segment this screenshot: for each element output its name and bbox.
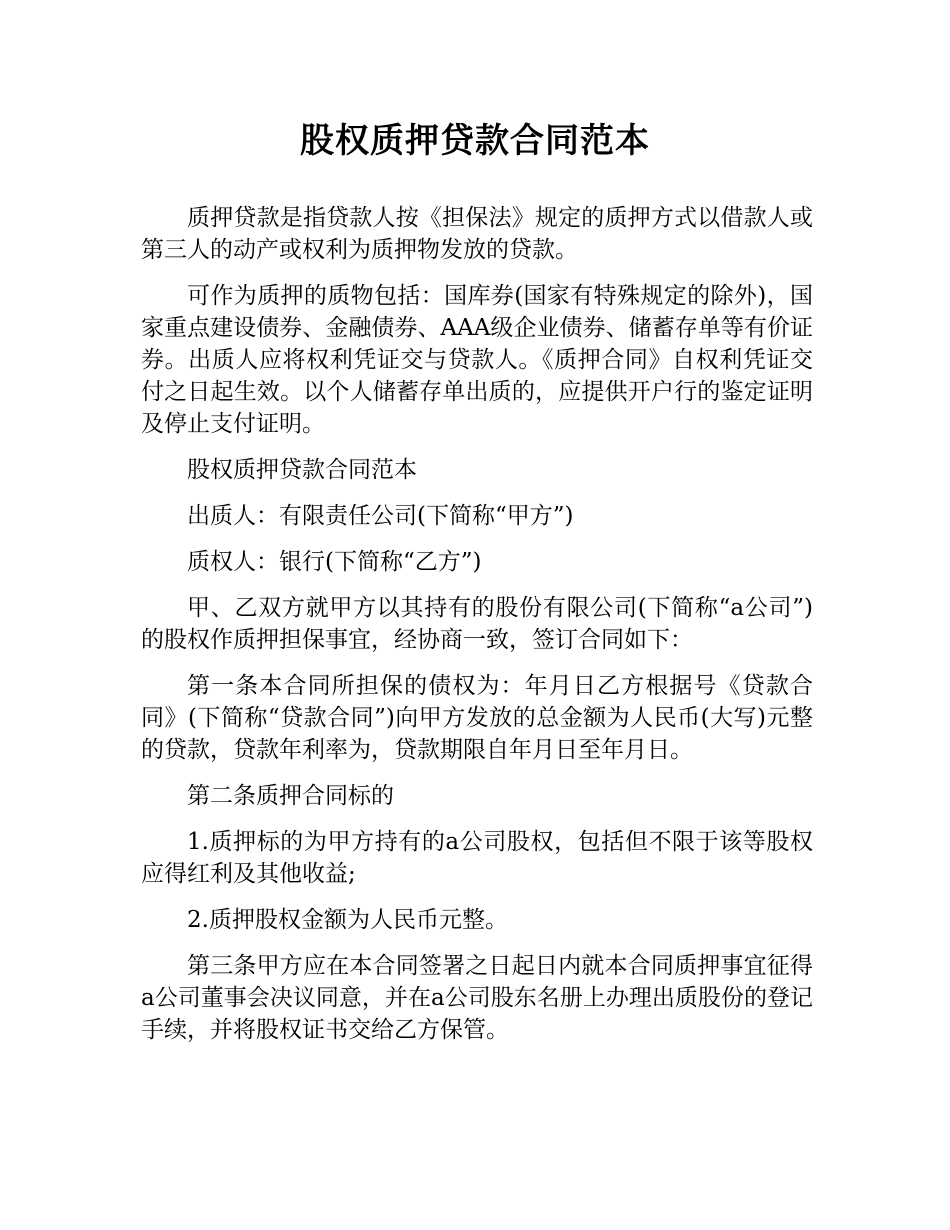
paragraph-article-2-item-1: 1.质押标的为甲方持有的a公司股权，包括但不限于该等股权应得红利及其他收益;: [141, 829, 813, 887]
document-body: [141, 202, 813, 1060]
paragraph-pledgor: 出质人：有限责任公司(下简称“甲方”): [187, 503, 574, 529]
paragraph-article-3: 第三条甲方应在本合同签署之日起日内就本合同质押事宜征得a公司董事会决议同意，并在a公司股东名册上办理出质股份的登记手续，并将股权证书交给乙方保管。: [141, 953, 813, 1043]
paragraph-article-2-heading: 第二条质押合同标的: [187, 783, 394, 809]
paragraph-article-1: 第一条本合同所担保的债权为：年月日乙方根据号《贷款合同》(下简称“贷款合同”)向甲方发放的总金额为人民币(大写)元整的贷款，贷款年利率为，贷款期限自年月日至年月日。: [141, 673, 813, 763]
paragraph-parties-agreement: 甲、乙双方就甲方以其持有的股份有限公司(下简称“a公司”)的股权作质押担保事宜，经协商一致，签订合同如下：: [141, 595, 813, 653]
paragraph-pledgee: 质权人：银行(下简称“乙方”): [187, 549, 482, 575]
document-title: 股权质押贷款合同范本: [300, 121, 650, 161]
paragraph-article-2-item-2: 2.质押股权金额为人民币元整。: [187, 907, 508, 933]
paragraph-contract-heading: 股权质押贷款合同范本: [187, 457, 417, 483]
paragraph-pledge-loan-definition: 质押贷款是指贷款人按《担保法》规定的质押方式以借款人或第三人的动产或权利为质押物发放的贷款。: [141, 205, 813, 263]
paragraph-pledge-collateral: 可作为质押的质物包括：国库券(国家有特殊规定的除外)，国家重点建设债券、金融债券、AAA级企业债券、储蓄存单等有价证券。出质人应将权利凭证交与贷款人。《质押合同》自权利凭证交付之日起生效。以个人储蓄存单出质的，应提供开户行的鉴定证明及停止支付证明。: [141, 283, 813, 437]
